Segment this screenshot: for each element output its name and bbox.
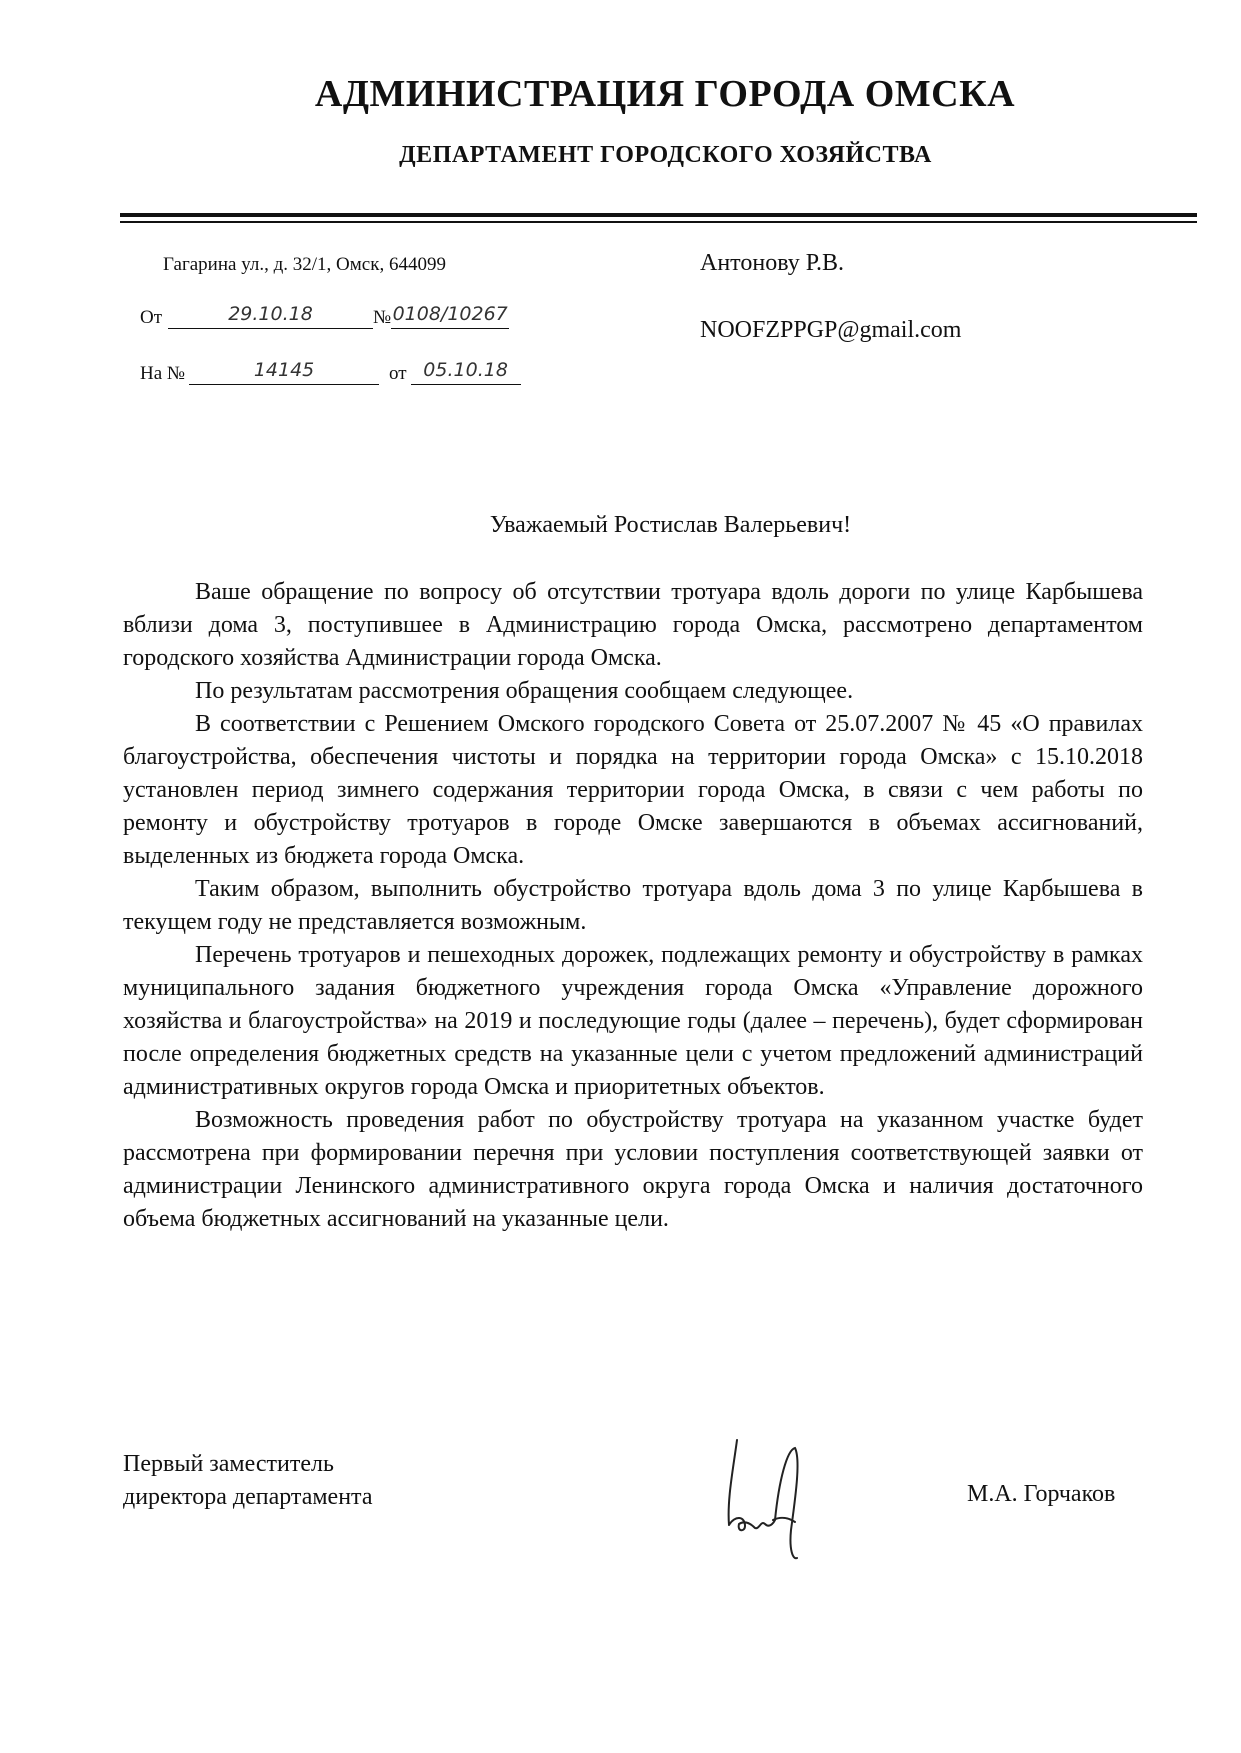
body-paragraph: В соответствии с Решением Омского городского Совета от 25.07.2007 № 45 «О правилах благоустройства, обеспечения чистоты и порядка на территории города Омска» с 15.10.2018 установлен период зимнего содержания территории города Омска, в связи с чем работы по ремонту и обустройству тротуаров в городе Омске завершаются в объемах ассигнований, выделенных из бюджета города Омска. (123, 711, 1143, 869)
header-rule-thick (120, 213, 1197, 217)
department-title: ДЕПАРТАМЕНТ ГОРОДСКОГО ХОЗЯЙСТВА (399, 142, 932, 168)
recipient-email: NOOFZPPGP@gmail.com (700, 317, 962, 343)
outgoing-registration-line (140, 304, 509, 329)
recipient-name: Антонову Р.В. (700, 250, 845, 276)
reference-label: На № (140, 363, 186, 384)
reference-date-label: от (389, 363, 407, 384)
reference-registration-line (140, 360, 521, 385)
outgoing-date: 29.10.18 (168, 304, 373, 329)
signatory-title-line: директора департамента (123, 1484, 373, 1510)
sender-address: Гагарина ул., д. 32/1, Омск, 644099 (163, 254, 446, 275)
signatory-title (123, 1448, 372, 1514)
letter-body (123, 576, 1143, 1236)
number-label: № (373, 307, 392, 328)
body-paragraph: Перечень тротуаров и пешеходных дорожек, подлежащих ремонту и обустройству в рамках муниципального задания бюджетного учреждения города Омска «Управление дорожного хозяйства и благоустройства» на 2019 и последующие годы (далее – перечень), будет сформирован после определения бюджетных средств на указанные цели с учетом предложений администраций административных округов города Омска и приоритетных объектов. (123, 942, 1143, 1100)
signatory-title-line: Первый заместитель (123, 1451, 334, 1477)
organization-title: АДМИНИСТРАЦИЯ ГОРОДА ОМСКА (314, 73, 1016, 115)
signatory-name: М.А. Горчаков (967, 1481, 1116, 1507)
from-label: От (140, 307, 163, 328)
body-paragraph: По результатам рассмотрения обращения сообщаем следующее. (195, 678, 854, 704)
body-paragraph: Возможность проведения работ по обустройству тротуара на указанном участке будет рассмотрена при формировании перечня при условии поступления соответствующей заявки от администрации Ленинского административного округа города Омска и наличия достаточного объема бюджетных ассигнований на указанные цели. (123, 1107, 1143, 1232)
outgoing-number: 0108/10267 (391, 304, 509, 329)
body-paragraph: Таким образом, выполнить обустройство тротуара вдоль дома 3 по улице Карбышева в текущем году не представляется возможным. (123, 876, 1143, 935)
salutation: Уважаемый Ростислав Валерьевич! (489, 512, 852, 538)
header-rule-thin (120, 221, 1197, 223)
body-paragraph: Ваше обращение по вопросу об отсутствии тротуара вдоль дороги по улице Карбышева вблизи дома 3, поступившее в Администрацию города Омска, рассмотрено департаментом городского хозяйства Администрации города Омска. (123, 579, 1143, 671)
handwritten-signature (715, 1420, 835, 1570)
reference-date: 05.10.18 (411, 360, 521, 385)
reference-number: 14145 (189, 360, 379, 385)
